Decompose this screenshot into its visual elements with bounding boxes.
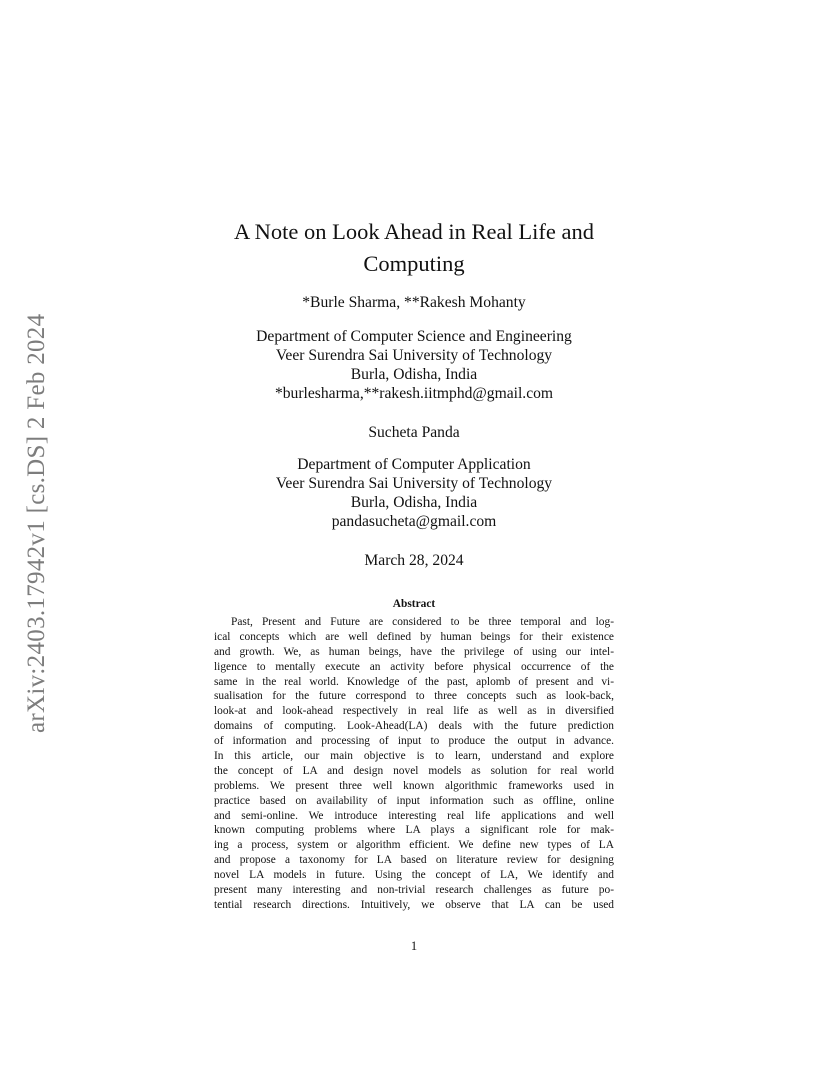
affiliation-location: Burla, Odisha, India — [350, 366, 478, 383]
title-line: A Note on Look Ahead in Real Life and — [234, 219, 594, 244]
abstract-line: and growth. We, as human beings, have the privilege of using our intel- — [214, 645, 614, 658]
abstract-line: ing a process, system or algorithm efficient. We define new types of LA — [214, 839, 614, 852]
affiliation-department: Department of Computer Science and Engineering — [256, 328, 572, 345]
abstract-line: and semi-online. We introduce interesting real life applications and well — [214, 809, 614, 822]
abstract-line: tential research directions. Intuitively, we observe that LA can be used — [214, 898, 614, 911]
author-secondary: Sucheta Panda — [368, 424, 460, 441]
abstract-line: sualisation for the future correspond to three concepts such as look-back, — [214, 690, 614, 703]
paper-date: March 28, 2024 — [364, 552, 464, 569]
abstract-line: problems. We present three well known algorithmic frameworks used in — [214, 779, 614, 792]
abstract-line: look-at and look-ahead respectively in real life as well as in diversified — [214, 705, 614, 718]
abstract-line: of information and processing of input to produce the output in advance. — [214, 735, 614, 748]
abstract-heading: Abstract — [392, 598, 436, 610]
abstract-line: and propose a taxonomy for LA based on literature review for designing — [214, 854, 614, 867]
author-emails: *burlesharma,**rakesh.iitmphd@gmail.com — [274, 385, 554, 402]
author-email-2: pandasucheta@gmail.com — [331, 513, 497, 530]
paper-title — [170, 216, 658, 280]
page-number: 1 — [410, 939, 418, 953]
abstract-line: domains of computing. Look-Ahead(LA) deals with the future prediction — [214, 720, 614, 733]
abstract-line: the concept of LA and design novel models as solution for real world — [214, 764, 614, 777]
authors-primary: *Burle Sharma, **Rakesh Mohanty — [302, 294, 526, 311]
abstract-line: novel LA models in future. Using the concept of LA, We identify and — [214, 869, 614, 882]
abstract-line: In this article, our main objective is to learn, understand and explore — [214, 750, 614, 763]
affiliation-location-2: Burla, Odisha, India — [350, 494, 478, 511]
abstract-line: ical concepts which are well defined by human beings for their existence — [214, 630, 614, 643]
arxiv-identifier-stamp: arXiv:2403.17942v1 [cs.DS] 2 Feb 2024 — [23, 313, 50, 733]
affiliation-university: Veer Surendra Sai University of Technology — [275, 347, 553, 364]
abstract-line: present many interesting and non-trivial research challenges as future po- — [214, 884, 614, 897]
abstract-line: practice based on availability of input information such as offline, online — [214, 794, 614, 807]
title-line: Computing — [363, 251, 465, 276]
abstract-line: known computing problems where LA plays a significant role for mak- — [214, 824, 614, 837]
abstract-body — [214, 615, 614, 913]
abstract-line: ligence to mentally execute an activity before physical occurrence of the — [214, 660, 614, 673]
affiliation-department-2: Department of Computer Application — [297, 456, 531, 473]
abstract-line: same in the real world. Knowledge of the past, aplomb of present and vi- — [214, 675, 614, 688]
affiliation-university-2: Veer Surendra Sai University of Technology — [275, 475, 553, 492]
abstract-line: Past, Present and Future are considered to be three temporal and log- — [231, 616, 614, 628]
